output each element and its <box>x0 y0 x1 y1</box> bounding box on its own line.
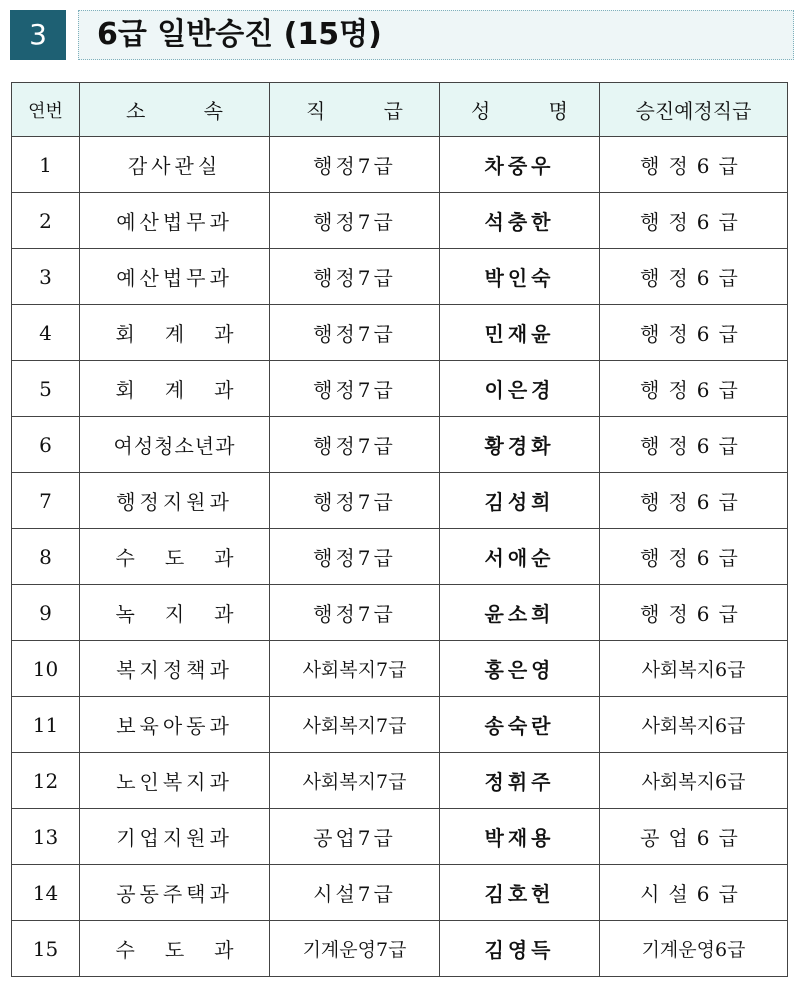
header-rank: 직 급 <box>270 83 440 137</box>
cell-rank: 행정7급 <box>270 473 440 529</box>
cell-no: 1 <box>12 137 80 193</box>
cell-name: 송숙란 <box>440 697 600 753</box>
cell-promo: 행정6급 <box>600 193 788 249</box>
cell-rank: 행정7급 <box>270 585 440 641</box>
cell-promo: 행정6급 <box>600 585 788 641</box>
section-title-box <box>78 10 794 60</box>
cell-name: 석충한 <box>440 193 600 249</box>
cell-rank: 기계운영7급 <box>270 921 440 977</box>
table-row <box>12 193 788 249</box>
cell-dept: 공동주택과 <box>80 865 270 921</box>
cell-promo: 시설6급 <box>600 865 788 921</box>
cell-name: 이은경 <box>440 361 600 417</box>
cell-no: 3 <box>12 249 80 305</box>
cell-dept: 회계과 <box>80 361 270 417</box>
cell-dept: 녹지과 <box>80 585 270 641</box>
section-title: 6급 일반승진 (15명) <box>97 17 382 52</box>
cell-no: 14 <box>12 865 80 921</box>
header-name: 성 명 <box>440 83 600 137</box>
cell-dept: 행정지원과 <box>80 473 270 529</box>
cell-promo: 행정6급 <box>600 305 788 361</box>
cell-dept: 회계과 <box>80 305 270 361</box>
table-row <box>12 417 788 473</box>
table-row <box>12 809 788 865</box>
cell-promo: 사회복지6급 <box>600 753 788 809</box>
cell-name: 김영득 <box>440 921 600 977</box>
cell-promo: 행정6급 <box>600 473 788 529</box>
section-header <box>10 10 794 62</box>
table-row <box>12 137 788 193</box>
cell-no: 10 <box>12 641 80 697</box>
cell-promo: 행정6급 <box>600 529 788 585</box>
cell-no: 6 <box>12 417 80 473</box>
cell-dept: 여성청소년과 <box>80 417 270 473</box>
cell-promo: 사회복지6급 <box>600 641 788 697</box>
cell-rank: 행정7급 <box>270 305 440 361</box>
cell-name: 윤소희 <box>440 585 600 641</box>
cell-rank: 시설7급 <box>270 865 440 921</box>
cell-rank: 행정7급 <box>270 361 440 417</box>
table-row <box>12 585 788 641</box>
table-row <box>12 921 788 977</box>
table-row <box>12 865 788 921</box>
cell-name: 박재용 <box>440 809 600 865</box>
header-dept: 소 속 <box>80 83 270 137</box>
table-row <box>12 753 788 809</box>
cell-no: 12 <box>12 753 80 809</box>
cell-name: 황경화 <box>440 417 600 473</box>
cell-rank: 행정7급 <box>270 529 440 585</box>
table-row <box>12 697 788 753</box>
table-row <box>12 361 788 417</box>
cell-no: 2 <box>12 193 80 249</box>
cell-dept: 복지정책과 <box>80 641 270 697</box>
section-number-badge: 3 <box>10 10 66 60</box>
cell-dept: 수도과 <box>80 529 270 585</box>
cell-no: 15 <box>12 921 80 977</box>
cell-promo: 기계운영6급 <box>600 921 788 977</box>
cell-dept: 노인복지과 <box>80 753 270 809</box>
header-promo: 승진예정직급 <box>600 83 788 137</box>
cell-no: 9 <box>12 585 80 641</box>
cell-promo: 행정6급 <box>600 417 788 473</box>
table-row <box>12 473 788 529</box>
cell-rank: 공업7급 <box>270 809 440 865</box>
cell-dept: 수도과 <box>80 921 270 977</box>
cell-no: 8 <box>12 529 80 585</box>
cell-no: 11 <box>12 697 80 753</box>
table-row <box>12 529 788 585</box>
cell-dept: 예산법무과 <box>80 193 270 249</box>
promotion-table <box>11 82 788 977</box>
cell-name: 민재윤 <box>440 305 600 361</box>
cell-name: 김성희 <box>440 473 600 529</box>
cell-rank: 행정7급 <box>270 417 440 473</box>
cell-name: 정휘주 <box>440 753 600 809</box>
cell-name: 서애순 <box>440 529 600 585</box>
cell-rank: 사회복지7급 <box>270 753 440 809</box>
cell-rank: 사회복지7급 <box>270 641 440 697</box>
cell-name: 홍은영 <box>440 641 600 697</box>
cell-no: 5 <box>12 361 80 417</box>
cell-name: 김호헌 <box>440 865 600 921</box>
cell-no: 13 <box>12 809 80 865</box>
table-row <box>12 641 788 697</box>
cell-rank: 행정7급 <box>270 193 440 249</box>
cell-dept: 보육아동과 <box>80 697 270 753</box>
cell-name: 차중우 <box>440 137 600 193</box>
cell-promo: 행정6급 <box>600 249 788 305</box>
cell-name: 박인숙 <box>440 249 600 305</box>
table-header-row <box>12 83 788 137</box>
header-no: 연번 <box>12 83 80 137</box>
cell-promo: 사회복지6급 <box>600 697 788 753</box>
cell-rank: 사회복지7급 <box>270 697 440 753</box>
cell-dept: 감사관실 <box>80 137 270 193</box>
cell-rank: 행정7급 <box>270 249 440 305</box>
cell-promo: 행정6급 <box>600 361 788 417</box>
cell-promo: 공업6급 <box>600 809 788 865</box>
cell-no: 7 <box>12 473 80 529</box>
cell-no: 4 <box>12 305 80 361</box>
cell-dept: 기업지원과 <box>80 809 270 865</box>
cell-promo: 행정6급 <box>600 137 788 193</box>
cell-rank: 행정7급 <box>270 137 440 193</box>
cell-dept: 예산법무과 <box>80 249 270 305</box>
table-row <box>12 249 788 305</box>
table-row <box>12 305 788 361</box>
